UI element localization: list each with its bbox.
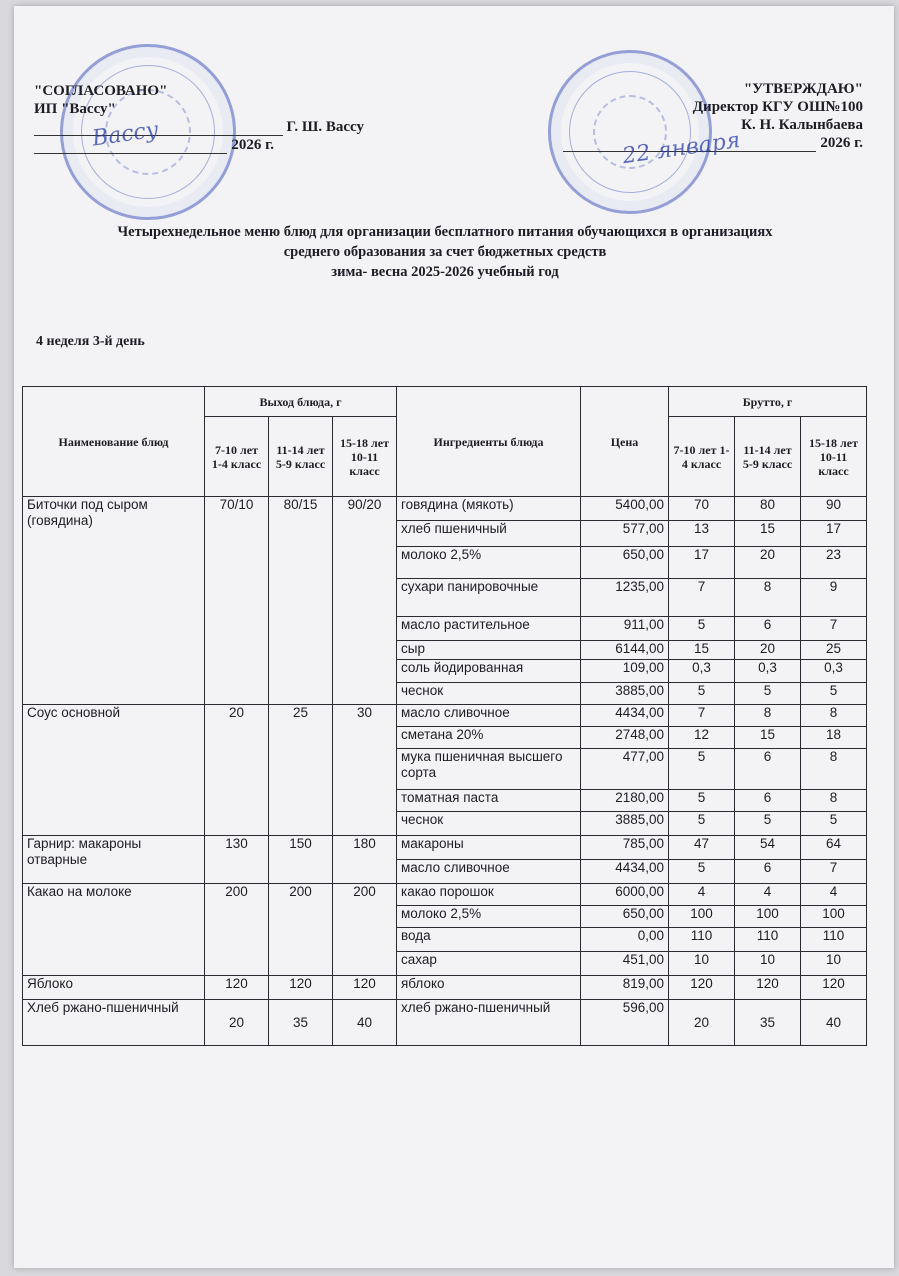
date-year: 2026 г. — [820, 135, 863, 151]
ingredient-name: масло сливочное — [397, 705, 581, 727]
dish-name: Биточки под сыром (говядина) — [23, 497, 205, 705]
brutto-value: 18 — [801, 727, 867, 749]
brutto-value: 5 — [801, 683, 867, 705]
ingredient-price: 3885,00 — [581, 683, 669, 705]
ingredient-price: 650,00 — [581, 547, 669, 579]
brutto-value: 15 — [735, 727, 801, 749]
ingredient-name: масло сливочное — [397, 860, 581, 884]
table-row — [23, 976, 867, 1000]
brutto-value: 8 — [801, 749, 867, 790]
dish-name: Хлеб ржано-пшеничный — [23, 1000, 205, 1046]
ingredient-price: 650,00 — [581, 906, 669, 928]
header-age-group: 7-10 лет 1-4 класс — [669, 417, 735, 497]
header-age-group: 11-14 лет 5-9 класс — [735, 417, 801, 497]
yield-value: 20 — [205, 1000, 269, 1046]
ingredient-price: 785,00 — [581, 836, 669, 860]
yield-value: 180 — [333, 836, 397, 884]
dish-name: Гарнир: макароны отварные — [23, 836, 205, 884]
brutto-value: 13 — [669, 521, 735, 547]
header-age-group: 7-10 лет 1-4 класс — [205, 417, 269, 497]
signature-line — [34, 118, 364, 136]
brutto-value: 9 — [801, 579, 867, 617]
approval-position: Директор КГУ ОШ№100 — [692, 99, 863, 115]
ingredient-price: 2748,00 — [581, 727, 669, 749]
brutto-value: 5 — [735, 683, 801, 705]
ingredient-name: масло растительное — [397, 617, 581, 641]
brutto-value: 10 — [801, 952, 867, 976]
yield-value: 25 — [269, 705, 333, 836]
handwritten-date: 22 января — [620, 127, 742, 170]
brutto-value: 8 — [801, 705, 867, 727]
brutto-value: 110 — [801, 928, 867, 952]
brutto-value: 20 — [669, 1000, 735, 1046]
brutto-value: 12 — [669, 727, 735, 749]
day-label: 4 неделя 3-й день — [36, 334, 145, 349]
brutto-value: 54 — [735, 836, 801, 860]
yield-value: 120 — [333, 976, 397, 1000]
brutto-value: 35 — [735, 1000, 801, 1046]
header-brutto: Брутто, г — [669, 387, 867, 417]
ingredient-name: томатная паста — [397, 790, 581, 812]
brutto-value: 90 — [801, 497, 867, 521]
brutto-value: 6 — [735, 860, 801, 884]
ingredient-name: сахар — [397, 952, 581, 976]
header-ingredients: Ингредиенты блюда — [397, 387, 581, 497]
brutto-value: 7 — [669, 579, 735, 617]
ingredient-name: хлеб пшеничный — [397, 521, 581, 547]
brutto-value: 8 — [801, 790, 867, 812]
brutto-value: 64 — [801, 836, 867, 860]
ingredient-name: молоко 2,5% — [397, 547, 581, 579]
ingredient-price: 3885,00 — [581, 812, 669, 836]
brutto-value: 15 — [735, 521, 801, 547]
brutto-value: 120 — [735, 976, 801, 1000]
brutto-value: 5 — [801, 812, 867, 836]
brutto-value: 0,3 — [801, 660, 867, 683]
table-row — [23, 705, 867, 727]
ingredient-name: какао порошок — [397, 884, 581, 906]
header-age-group: 15-18 лет 10-11 класс — [801, 417, 867, 497]
dish-name: Соус основной — [23, 705, 205, 836]
approval-org: ИП "Вассу" — [34, 101, 116, 117]
brutto-value: 5 — [669, 790, 735, 812]
brutto-value: 15 — [669, 641, 735, 660]
brutto-value: 110 — [735, 928, 801, 952]
brutto-value: 5 — [669, 749, 735, 790]
brutto-value: 5 — [669, 812, 735, 836]
yield-value: 120 — [269, 976, 333, 1000]
brutto-value: 4 — [801, 884, 867, 906]
brutto-value: 7 — [801, 860, 867, 884]
ingredient-name: макароны — [397, 836, 581, 860]
brutto-value: 6 — [735, 790, 801, 812]
ingredient-price: 2180,00 — [581, 790, 669, 812]
ingredient-price: 577,00 — [581, 521, 669, 547]
brutto-value: 25 — [801, 641, 867, 660]
approval-heading: "УТВЕРЖДАЮ" — [743, 81, 863, 97]
date-year: 2026 г. — [231, 137, 274, 153]
ingredient-price: 1235,00 — [581, 579, 669, 617]
brutto-value: 5 — [669, 860, 735, 884]
yield-value: 70/10 — [205, 497, 269, 705]
ingredient-price: 109,00 — [581, 660, 669, 683]
menu-table — [22, 386, 867, 1046]
brutto-value: 0,3 — [669, 660, 735, 683]
ingredient-name: сметана 20% — [397, 727, 581, 749]
yield-value: 90/20 — [333, 497, 397, 705]
document-title — [30, 222, 860, 282]
brutto-value: 0,3 — [735, 660, 801, 683]
table-row — [23, 1000, 867, 1046]
header-age-group: 15-18 лет 10-11 класс — [333, 417, 397, 497]
ingredient-price: 911,00 — [581, 617, 669, 641]
approval-heading: "СОГЛАСОВАНО" — [34, 83, 168, 99]
brutto-value: 4 — [735, 884, 801, 906]
approval-block-left — [34, 82, 364, 154]
table-row — [23, 884, 867, 906]
brutto-value: 100 — [735, 906, 801, 928]
ingredient-price: 6144,00 — [581, 641, 669, 660]
ingredient-name: мука пшеничная высшего сорта — [397, 749, 581, 790]
handwritten-signature-left: Вассу — [90, 117, 161, 152]
brutto-value: 70 — [669, 497, 735, 521]
header-price: Цена — [581, 387, 669, 497]
brutto-value: 5 — [735, 812, 801, 836]
ingredient-name: чеснок — [397, 812, 581, 836]
ingredient-name: яблоко — [397, 976, 581, 1000]
brutto-value: 6 — [735, 749, 801, 790]
brutto-value: 6 — [735, 617, 801, 641]
ingredient-name: вода — [397, 928, 581, 952]
ingredient-price: 5400,00 — [581, 497, 669, 521]
brutto-value: 8 — [735, 705, 801, 727]
ingredient-name: молоко 2,5% — [397, 906, 581, 928]
date-line — [34, 136, 364, 154]
yield-value: 130 — [205, 836, 269, 884]
header-age-group: 11-14 лет 5-9 класс — [269, 417, 333, 497]
dish-name: Какао на молоке — [23, 884, 205, 976]
brutto-value: 17 — [669, 547, 735, 579]
ingredient-name: говядина (мякоть) — [397, 497, 581, 521]
yield-value: 150 — [269, 836, 333, 884]
signer-name: К. Н. Калынбаева — [741, 117, 863, 133]
title-line: зима- весна 2025-2026 учебный год — [331, 264, 559, 280]
brutto-value: 110 — [669, 928, 735, 952]
brutto-value: 8 — [735, 579, 801, 617]
brutto-value: 23 — [801, 547, 867, 579]
ingredient-price: 6000,00 — [581, 884, 669, 906]
signer-name: Г. Ш. Вассу — [286, 119, 364, 135]
ingredient-name: хлеб ржано-пшеничный — [397, 1000, 581, 1046]
ingredient-name: сыр — [397, 641, 581, 660]
brutto-value: 40 — [801, 1000, 867, 1046]
yield-value: 200 — [333, 884, 397, 976]
brutto-value: 120 — [801, 976, 867, 1000]
title-line: Четырехнедельное меню блюд для организации бесплатного питания обучающихся в организациях — [117, 224, 773, 240]
brutto-value: 20 — [735, 641, 801, 660]
ingredient-price: 819,00 — [581, 976, 669, 1000]
brutto-value: 100 — [801, 906, 867, 928]
ingredient-price: 596,00 — [581, 1000, 669, 1046]
ingredient-price: 477,00 — [581, 749, 669, 790]
brutto-value: 4 — [669, 884, 735, 906]
yield-value: 35 — [269, 1000, 333, 1046]
yield-value: 200 — [269, 884, 333, 976]
brutto-value: 47 — [669, 836, 735, 860]
brutto-value: 20 — [735, 547, 801, 579]
dish-name: Яблоко — [23, 976, 205, 1000]
ingredient-name: чеснок — [397, 683, 581, 705]
brutto-value: 7 — [801, 617, 867, 641]
brutto-value: 10 — [735, 952, 801, 976]
yield-value: 20 — [205, 705, 269, 836]
brutto-value: 17 — [801, 521, 867, 547]
yield-value: 40 — [333, 1000, 397, 1046]
title-line: среднего образования за счет бюджетных средств — [283, 244, 607, 260]
yield-value: 30 — [333, 705, 397, 836]
yield-value: 120 — [205, 976, 269, 1000]
header-yield: Выход блюда, г — [205, 387, 397, 417]
brutto-value: 10 — [669, 952, 735, 976]
header-dish: Наименование блюд — [23, 387, 205, 497]
brutto-value: 5 — [669, 683, 735, 705]
table-row — [23, 497, 867, 521]
ingredient-price: 4434,00 — [581, 705, 669, 727]
brutto-value: 80 — [735, 497, 801, 521]
yield-value: 80/15 — [269, 497, 333, 705]
table-row — [23, 836, 867, 860]
ingredient-price: 0,00 — [581, 928, 669, 952]
brutto-value: 100 — [669, 906, 735, 928]
brutto-value: 5 — [669, 617, 735, 641]
brutto-value: 120 — [669, 976, 735, 1000]
ingredient-price: 451,00 — [581, 952, 669, 976]
ingredient-price: 4434,00 — [581, 860, 669, 884]
brutto-value: 7 — [669, 705, 735, 727]
ingredient-name: соль йодированная — [397, 660, 581, 683]
ingredient-name: сухари панировочные — [397, 579, 581, 617]
yield-value: 200 — [205, 884, 269, 976]
